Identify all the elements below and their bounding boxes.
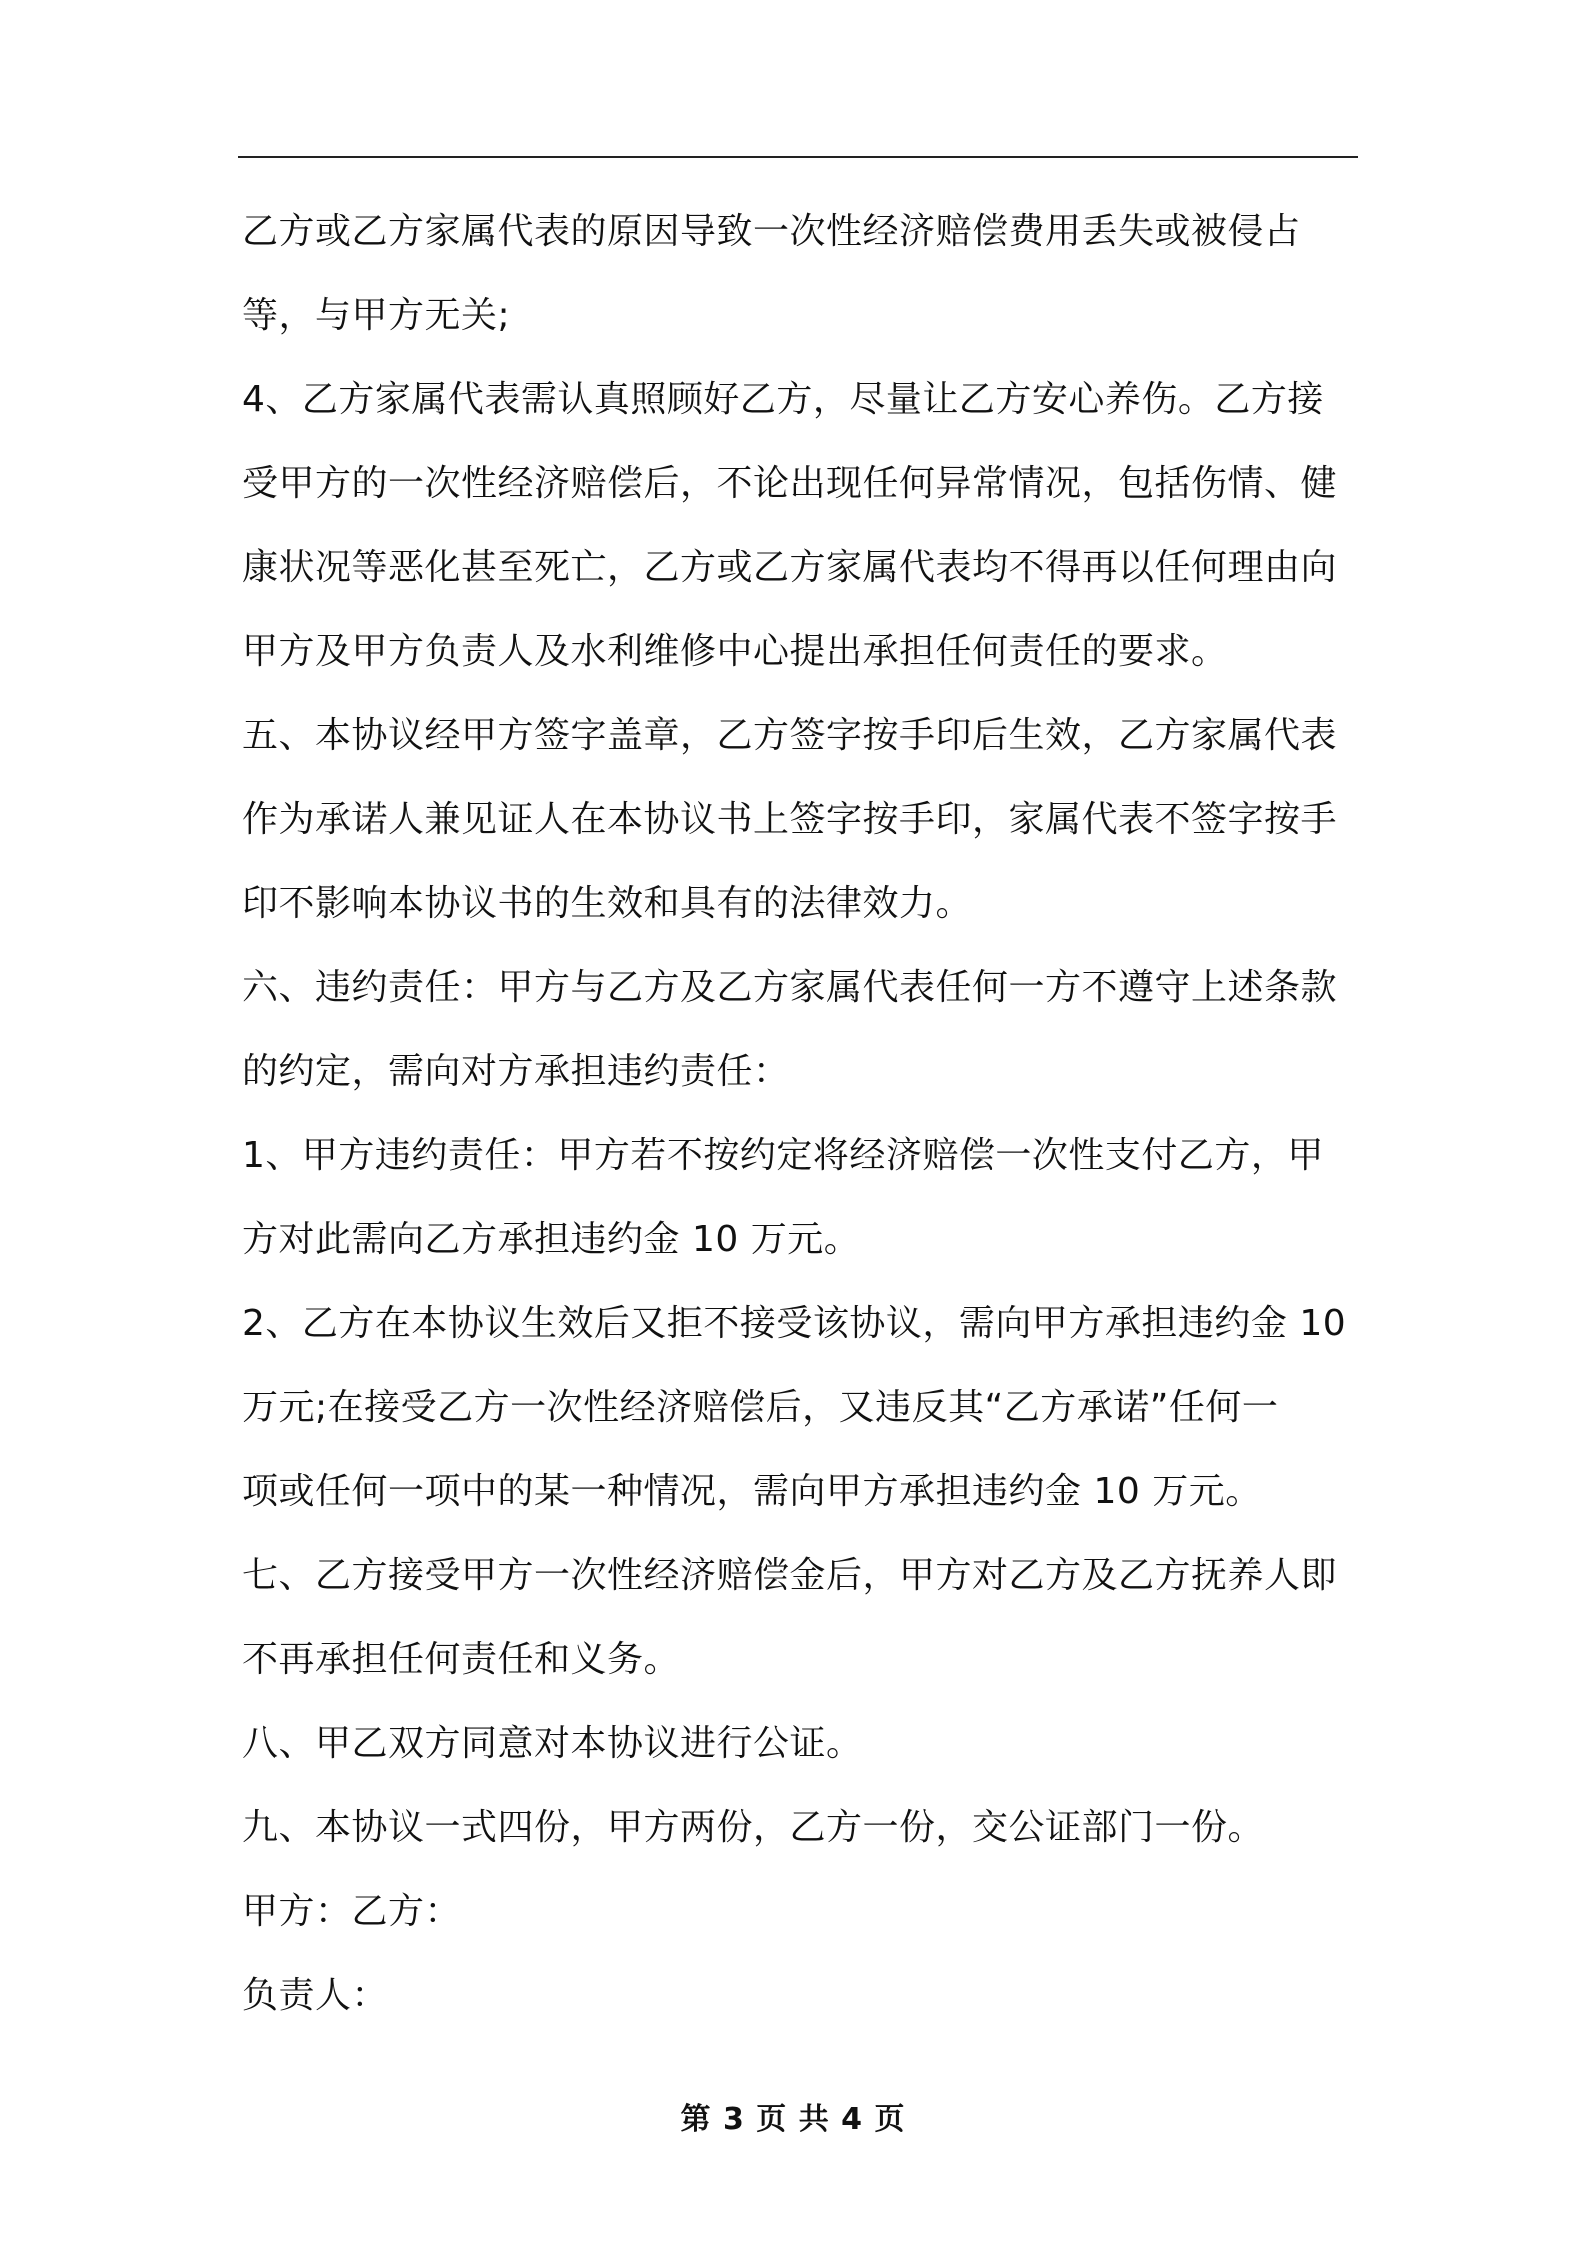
text-line: 五、本协议经甲方签字盖章，乙方签字按手印后生效，乙方家属代表 bbox=[242, 715, 1338, 756]
text-line: 的约定，需向对方承担违约责任： bbox=[242, 1051, 790, 1092]
document-body bbox=[242, 190, 1358, 2038]
text-line: 八、甲乙双方同意对本协议进行公证。 bbox=[242, 1723, 863, 1764]
text-line: 项或任何一项中的某一种情况，需向甲方承担违约金 10 万元。 bbox=[242, 1471, 1262, 1512]
text-line: 受甲方的一次性经济赔偿后，不论出现任何异常情况，包括伤情、健 bbox=[242, 463, 1338, 504]
text-line: 九、本协议一式四份，甲方两份，乙方一份，交公证部门一份。 bbox=[242, 1807, 1265, 1848]
text-line: 甲方及甲方负责人及水利维修中心提出承担任何责任的要求。 bbox=[242, 631, 1228, 672]
text-line: 4、乙方家属代表需认真照顾好乙方，尽量让乙方安心养伤。乙方接 bbox=[242, 379, 1324, 420]
text-line: 六、违约责任：甲方与乙方及乙方家属代表任何一方不遵守上述条款 bbox=[242, 967, 1338, 1008]
text-line: 万元;在接受乙方一次性经济赔偿后，又违反其“乙方承诺”任何一 bbox=[242, 1387, 1279, 1428]
text-line: 印不影响本协议书的生效和具有的法律效力。 bbox=[242, 883, 973, 924]
text-line: 康状况等恶化甚至死亡，乙方或乙方家属代表均不得再以任何理由向 bbox=[242, 547, 1338, 588]
text-line: 不再承担任何责任和义务。 bbox=[242, 1639, 681, 1680]
text-line: 方对此需向乙方承担违约金 10 万元。 bbox=[242, 1219, 861, 1260]
page-number-footer: 第 3 页 共 4 页 bbox=[680, 2102, 906, 2137]
signature-line-parties: 甲方：乙方： bbox=[242, 1891, 462, 1932]
text-line: 乙方或乙方家属代表的原因导致一次性经济赔偿费用丢失或被侵占 bbox=[242, 211, 1301, 252]
text-line: 1、甲方违约责任：甲方若不按约定将经济赔偿一次性支付乙方，甲 bbox=[242, 1135, 1324, 1176]
text-line: 2、乙方在本协议生效后又拒不接受该协议，需向甲方承担违约金 10 bbox=[242, 1303, 1347, 1344]
text-line: 作为承诺人兼见证人在本协议书上签字按手印，家属代表不签字按手 bbox=[242, 799, 1338, 840]
text-line: 等，与甲方无关; bbox=[242, 295, 511, 336]
signature-line-responsible: 负责人： bbox=[242, 1975, 389, 2016]
header-rule bbox=[238, 156, 1358, 158]
text-line: 七、乙方接受甲方一次性经济赔偿金后，甲方对乙方及乙方抚养人即 bbox=[242, 1555, 1338, 1596]
